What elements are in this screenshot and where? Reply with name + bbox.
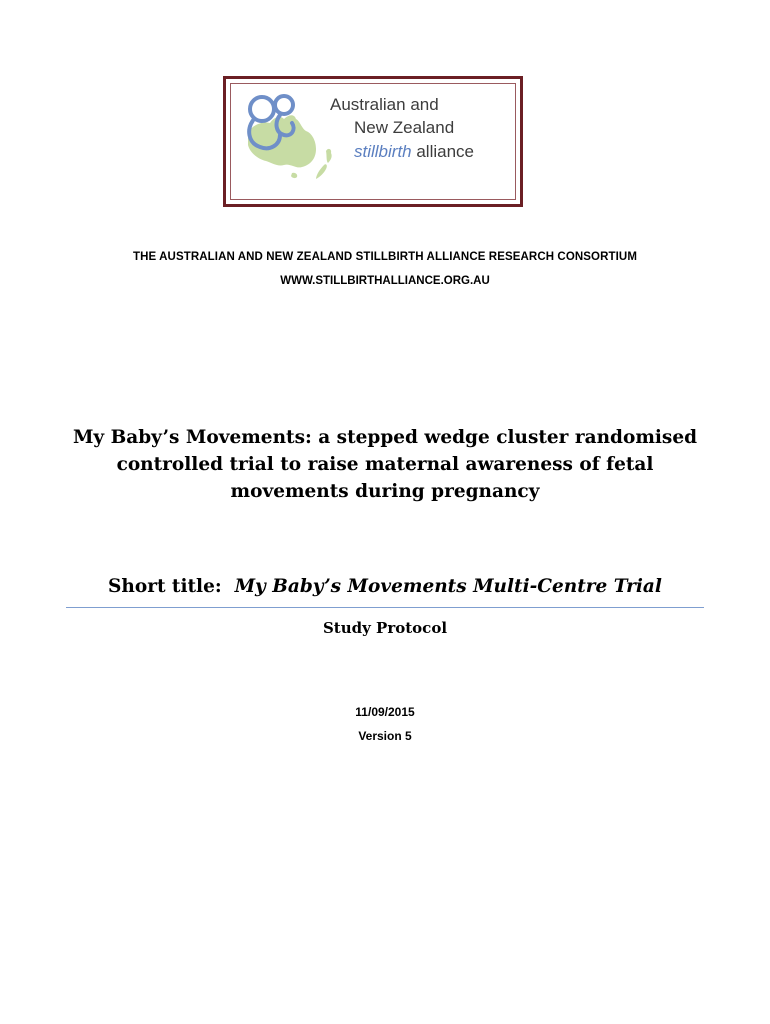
- document-version: Version 5: [358, 729, 412, 743]
- logo-text-line-3: [354, 142, 474, 162]
- logo-text-alliance: alliance: [411, 142, 474, 161]
- logo-text-line-2: New Zealand: [354, 118, 455, 137]
- document-type: Study Protocol: [322, 619, 448, 637]
- title-divider: [66, 607, 704, 608]
- logo-text-stillbirth: stillbirth: [354, 142, 412, 161]
- document-date: 11/09/2015: [355, 705, 415, 719]
- alliance-logo: [223, 76, 523, 207]
- short-title-label: Short title:: [108, 576, 222, 597]
- consortium-heading: THE AUSTRALIAN AND NEW ZEALAND STILLBIRTH ALLIANCE RESEARCH CONSORTIUM: [132, 251, 638, 263]
- logo-text-line-1: Australian and: [330, 95, 439, 114]
- short-title: [0, 576, 770, 597]
- website-url: WWW.STILLBIRTHALLIANCE.ORG.AU: [280, 275, 490, 287]
- document-title: My Baby’s Movements: a stepped wedge cluster randomised controlled trial to raise maternal awareness of fetal movements during pregnancy: [72, 427, 698, 502]
- short-title-value: My Baby’s Movements Multi-Centre Trial: [234, 576, 662, 597]
